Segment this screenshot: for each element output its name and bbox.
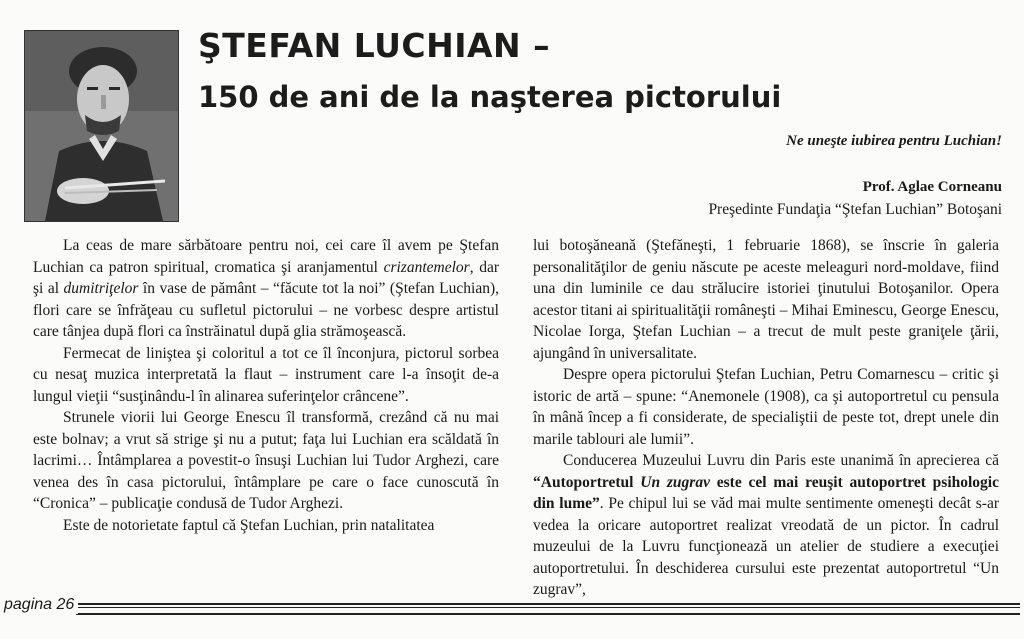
self-portrait-illustration	[25, 31, 178, 221]
term-dumitritelor: dumitriţelor	[63, 280, 139, 297]
article-subtitle: 150 de ani de la naşterea pictorului	[198, 80, 782, 114]
paragraph-6: Despre opera pictorului Ştefan Luchian, Petru Comarnescu – critic şi istoric de artă – spune: “Anemonele (1908), ca şi autoportretul cu pensula în mână încep a fi considerate, de specialiştii de peste tot, drept unele din marile tablouri ale lumii”.	[533, 366, 999, 448]
paragraph-1-part-a: La ceas de mare sărbătoare pentru noi, cei care îl avem pe Ştefan Luchian ca patron spiritual, cromatica şi aranjamentul	[33, 237, 499, 276]
motto: Ne uneşte iubirea pentru Luchian!	[786, 133, 1002, 149]
footer-rule	[76, 603, 1020, 615]
paragraph-1-part-c: în vase de pământ – “făcute tot la noi” (Ştefan Luchian), flori care se înfrăţeau cu sufletul pictorului – ne vorbesc despre artistul care tânjea după flori ca înstrăinatul după glia strămoşească.	[33, 280, 499, 340]
paragraph-3: Strunele viorii lui George Enescu îl transformă, crezând că nu mai este bolnav; a vrut să strige şi nu a putut; faţa lui Luchian era scăldată în lacrimi… Întâmplarea a povestit-o însuşi Luchian lui Tudor Arghezi, care venea des în casa pictorului, întâmplare pe care o face cunoscută în “Cronica” – publicaţie condusă de Tudor Arghezi.	[33, 409, 499, 512]
term-crizantemelor: crizantemelor	[383, 258, 470, 276]
portrait-image	[24, 30, 179, 222]
paragraph-7-part-a: Conducerea Muzeului Luvru din Paris este unanimă în aprecierea că	[563, 452, 999, 469]
page-number: pagina 26	[4, 596, 78, 614]
paragraph-2: Fermecat de liniştea şi coloritul a tot ce îl înconjura, pictorul sorbea cu nesaţ muzica interpretată la flaut – instrument care l-a însoţit de-a lungul vieţii “susţinându-l în alinarea suferinţelor crâncene”.	[33, 344, 499, 405]
paragraph-1-part-b: , dar şi al	[33, 258, 499, 297]
article-title: ŞTEFAN LUCHIAN –	[198, 26, 551, 65]
page-footer	[4, 596, 1020, 618]
paragraph-7-part-b: . Pe chipul lui se văd mai multe sentimente omeneşti decât s-ar vedea la oricare autoportret realizat vreodată de un pictor. În cadrul muzeului de la Luvru funcţionează un atelier de studiere a execuţiei autoportretului. În deschiderea cursului este prezentat autoportretul “Un zugrav”,	[533, 495, 999, 598]
quote-louvre: “Autoportretul Un zugrav este cel mai reuşit autoportret psihologic din lume”	[533, 473, 999, 512]
author-role: Preşedinte Fundaţia “Ştefan Luchian” Botoşani	[708, 201, 1002, 218]
author-name: Prof. Aglae Corneanu	[862, 179, 1002, 195]
paragraph-5: lui botoşăneană (Ştefăneşti, 1 februarie 1868), se înscrie în galeria personalităţilor de geniu născute pe aceste meleaguri nord-moldave, fiind una din luminile ce dau strălucire istoriei ţinutului Botoşanilor. Opera acestor titani ai spiritualităţii româneşti – Mihai Eminescu, George Enescu, Nicolae Iorga, Ştefan Luchian – a trecut de mult peste graniţele ţării, ajungând în universalitate.	[533, 237, 999, 362]
paragraph-4: Este de notorietate faptul că Ştefan Luchian, prin natalitatea	[63, 516, 435, 534]
paragraph-1	[33, 235, 499, 343]
paragraph-7	[533, 450, 999, 601]
article-column-right	[533, 235, 999, 601]
article-column-left	[33, 235, 499, 536]
